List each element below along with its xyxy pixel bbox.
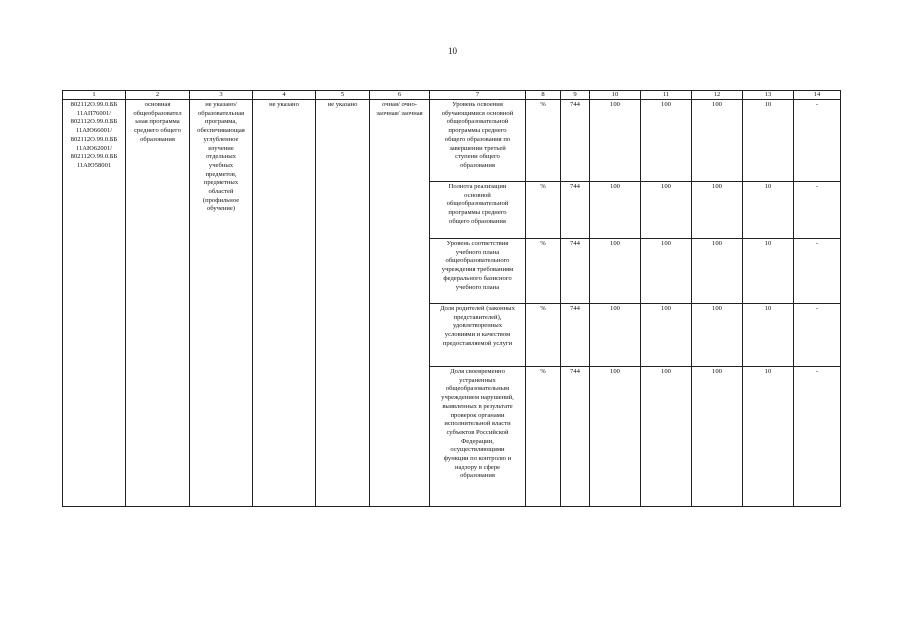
value-cell: 100 xyxy=(590,239,641,304)
value-cell: 100 xyxy=(590,182,641,239)
okei-code-cell: 744 xyxy=(561,182,590,239)
program-focus-cell: не указано/ образовательная программа, обеспечивающая углубленное изучение отдельных учебных предметов, предметных областей (профильное обучение) xyxy=(190,100,253,507)
value-cell: 100 xyxy=(692,182,743,239)
value-cell: 100 xyxy=(641,100,692,182)
column-number: 12 xyxy=(692,91,743,100)
note-cell: - xyxy=(794,239,841,304)
quality-indicators-table xyxy=(62,90,841,507)
column-number: 7 xyxy=(430,91,526,100)
value-cell: 100 xyxy=(692,304,743,367)
column-number-row xyxy=(63,91,841,100)
column-number: 6 xyxy=(370,91,430,100)
value-cell: 100 xyxy=(590,304,641,367)
unit-cell: % xyxy=(526,100,561,182)
indicator-name-cell: Уровень освоения обучающимися основной общеобразовательной программы среднего общего образования по завершении третьей ступени общего образования xyxy=(430,100,526,182)
unit-cell: % xyxy=(526,367,561,507)
note-cell: - xyxy=(794,367,841,507)
col4-cell: не указано xyxy=(253,100,316,507)
deviation-cell: 10 xyxy=(743,367,794,507)
unit-cell: % xyxy=(526,304,561,367)
page-number: 10 xyxy=(448,46,457,56)
value-cell: 100 xyxy=(641,182,692,239)
column-number: 10 xyxy=(590,91,641,100)
value-cell: 100 xyxy=(692,239,743,304)
column-number: 5 xyxy=(316,91,370,100)
value-cell: 100 xyxy=(641,304,692,367)
registry-codes-cell: 802112О.99.0.ББ 11АП76001/ 802112О.99.0.ББ 11АЮ66001/ 802112О.99.0.ББ 11АЮ62001/ 802112О.99.0.ББ 11АЮ58001 xyxy=(63,100,126,507)
indicator-name-cell: Полнота реализации основной общеобразовательной программы среднего общего образования xyxy=(430,182,526,239)
note-cell: - xyxy=(794,304,841,367)
okei-code-cell: 744 xyxy=(561,239,590,304)
deviation-cell: 10 xyxy=(743,182,794,239)
value-cell: 100 xyxy=(692,100,743,182)
okei-code-cell: 744 xyxy=(561,304,590,367)
deviation-cell: 10 xyxy=(743,239,794,304)
indicators-table-wrapper xyxy=(62,90,840,507)
table-row xyxy=(63,100,841,182)
deviation-cell: 10 xyxy=(743,100,794,182)
unit-cell: % xyxy=(526,239,561,304)
okei-code-cell: 744 xyxy=(561,367,590,507)
indicator-name-cell: Доля родителей (законных представителей), удовлетворенных условиями и качеством предоставляемой услуги xyxy=(430,304,526,367)
column-number: 4 xyxy=(253,91,316,100)
value-cell: 100 xyxy=(590,367,641,507)
column-number: 2 xyxy=(126,91,190,100)
value-cell: 100 xyxy=(590,100,641,182)
column-number: 13 xyxy=(743,91,794,100)
column-number: 9 xyxy=(561,91,590,100)
value-cell: 100 xyxy=(641,239,692,304)
column-number: 11 xyxy=(641,91,692,100)
study-form-cell: очная/ очно- заочная/ заочная xyxy=(370,100,430,507)
column-number: 3 xyxy=(190,91,253,100)
value-cell: 100 xyxy=(692,367,743,507)
value-cell: 100 xyxy=(641,367,692,507)
column-number: 14 xyxy=(794,91,841,100)
indicator-name-cell: Доля своевременно устраненных общеобразовательным учреждением нарушений, выявленных в результате проверок органами исполнительной власти субъектов Российской Федерации, осуществляющими функции по контролю и надзору в сфере образования xyxy=(430,367,526,507)
note-cell: - xyxy=(794,100,841,182)
unit-cell: % xyxy=(526,182,561,239)
column-number: 8 xyxy=(526,91,561,100)
indicator-name-cell: Уровень соответствия учебного плана общеобразовательного учреждения требованиям федерального базисного учебного плана xyxy=(430,239,526,304)
program-type-cell: основная общеобразовател ьная программа среднего общего образования xyxy=(126,100,190,507)
column-number: 1 xyxy=(63,91,126,100)
deviation-cell: 10 xyxy=(743,304,794,367)
col5-cell: не указано xyxy=(316,100,370,507)
note-cell: - xyxy=(794,182,841,239)
okei-code-cell: 744 xyxy=(561,100,590,182)
